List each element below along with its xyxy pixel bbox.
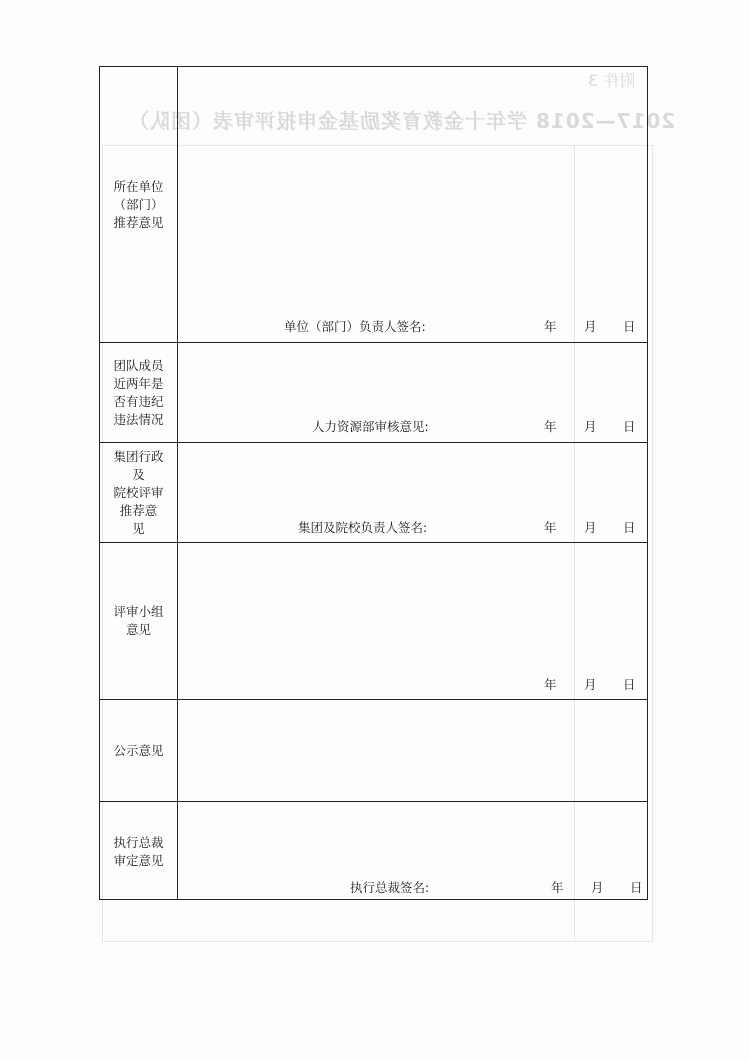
day-label: 日 bbox=[623, 319, 636, 334]
year-label: 年 bbox=[544, 677, 557, 692]
day-label: 日 bbox=[623, 677, 636, 692]
signature-label: 执行总裁签名: bbox=[350, 880, 430, 895]
day-label: 日 bbox=[623, 520, 636, 535]
signature-label: 集团及院校负责人签名: bbox=[298, 520, 428, 535]
bleed-through-text: 2017—2018 学年十金教育奖励基金申报评审表（团队） bbox=[128, 109, 676, 133]
table-row-public-notice bbox=[100, 700, 647, 802]
year-label: 年 bbox=[544, 319, 557, 334]
month-label: 月 bbox=[584, 319, 597, 334]
day-label: 日 bbox=[630, 880, 643, 895]
row-label: 公示意见 bbox=[113, 742, 164, 758]
table-row-panel-opinion bbox=[100, 543, 647, 700]
month-label: 月 bbox=[584, 419, 597, 434]
year-label: 年 bbox=[544, 419, 557, 434]
year-label: 年 bbox=[551, 880, 564, 895]
row-label: 执行总裁 审定意见 bbox=[113, 834, 164, 868]
day-label: 日 bbox=[623, 419, 636, 434]
table-row-ceo-approval bbox=[100, 802, 647, 901]
month-label: 月 bbox=[591, 880, 604, 895]
month-label: 月 bbox=[584, 677, 597, 692]
table-row-unit-recommendation bbox=[100, 67, 647, 343]
signature-label: 单位（部门）负责人签名: bbox=[284, 319, 426, 334]
row-label: 所在单位 （部门） 推荐意见 bbox=[113, 178, 164, 230]
signature-label: 人力资源部审核意见: bbox=[312, 419, 429, 434]
table-row-group-review bbox=[100, 443, 647, 543]
row-label: 评审小组 意见 bbox=[113, 604, 164, 637]
row-label: 团队成员 近两年是 否有违纪 违法情况 bbox=[113, 357, 164, 427]
row-label: 集团行政 及 院校评审 推荐意 见 bbox=[113, 448, 164, 536]
year-label: 年 bbox=[544, 520, 557, 535]
month-label: 月 bbox=[584, 520, 597, 535]
table-row-discipline-check bbox=[100, 343, 647, 443]
review-form-table bbox=[99, 66, 648, 900]
bleed-through-text: 附件 3 bbox=[588, 71, 636, 90]
